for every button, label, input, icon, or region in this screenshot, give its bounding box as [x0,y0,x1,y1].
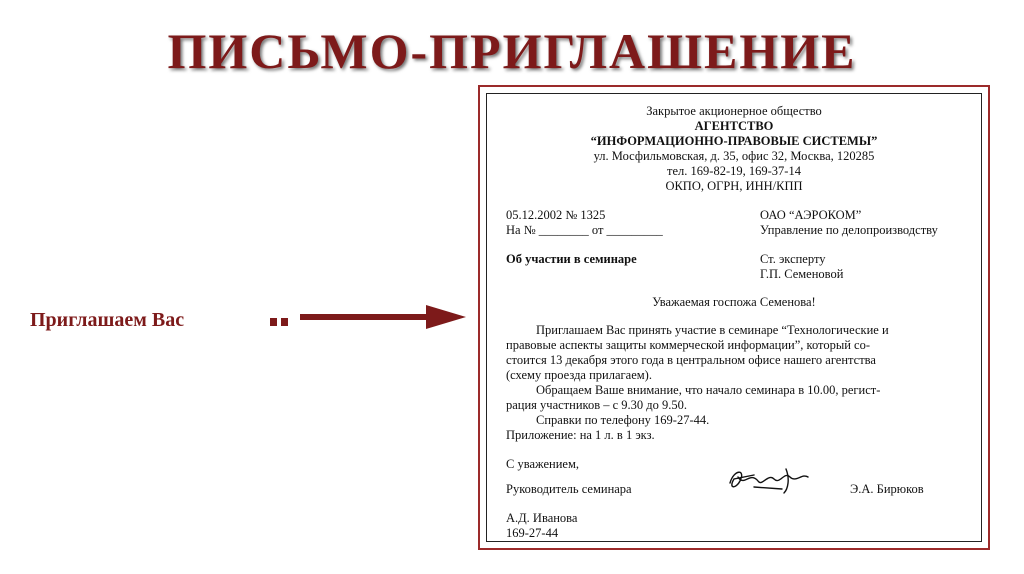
arrow-dots [270,313,292,331]
letter-header-line2: АГЕНТСТВО [694,119,774,133]
signature-icon [724,463,820,497]
executor-name: А.Д. Иванова [506,511,578,525]
letter-header-line3: “ИНФОРМАЦИОННО-ПРАВОВЫЕ СИСТЕМЫ” [590,134,878,148]
body-p2-line1: Обращаем Ваше внимание, что начало семинара в 10.00, регист- [536,383,881,397]
letter-ref-line: На № ________ от _________ [506,223,663,237]
executor-phone: 169-27-44 [506,526,559,540]
body-p1-line1: Приглашаем Вас принять участие в семинаре “Технологические и [536,323,889,337]
letter-date-number: 05.12.2002 № 1325 [506,208,606,222]
letter-document [478,85,990,550]
letter-header-line1: Закрытое акционерное общество [646,104,822,118]
side-label: Приглашаем Вас [30,309,185,331]
letter-subject: Об участии в семинаре [506,252,637,266]
recipient-position: Ст. эксперту [760,252,826,266]
slide-title: ПИСЬМО-ПРИГЛАШЕНИЕ [167,23,857,79]
body-attachment: Приложение: на 1 л. в 1 экз. [506,428,655,442]
signer-name: Э.А. Бирюков [850,482,924,496]
signer-title: Руководитель семинара [506,482,632,496]
body-p1-line3: стоится 13 декабря этого года в центральном офисе нашего агентства [506,353,876,367]
body-p2-line2: рация участников – с 9.30 до 9.50. [506,398,688,412]
letter-header-line6: ОКПО, ОГРН, ИНН/КПП [665,179,803,193]
recipient-name: Г.П. Семеновой [760,267,844,281]
recipient-org: ОАО “АЭРОКОМ” [760,208,862,222]
arrow-shaft [300,314,428,320]
body-p1-line4: (схему проезда прилагаем). [506,368,652,382]
letter-header-line5: тел. 169-82-19, 169-37-14 [667,164,801,178]
letter-header-line4: ул. Мосфильмовская, д. 35, офис 32, Москва, 120285 [593,149,875,163]
body-p1-line2: правовые аспекты защиты коммерческой информации”, который со- [506,338,871,352]
body-p3: Справки по телефону 169-27-44. [536,413,710,427]
arrow-head [426,305,466,329]
letter-content [480,87,988,548]
letter-salutation: Уважаемая госпожа Семенова! [652,295,816,309]
recipient-dept: Управление по делопроизводству [760,223,938,237]
letter-closing: С уважением, [506,457,579,471]
